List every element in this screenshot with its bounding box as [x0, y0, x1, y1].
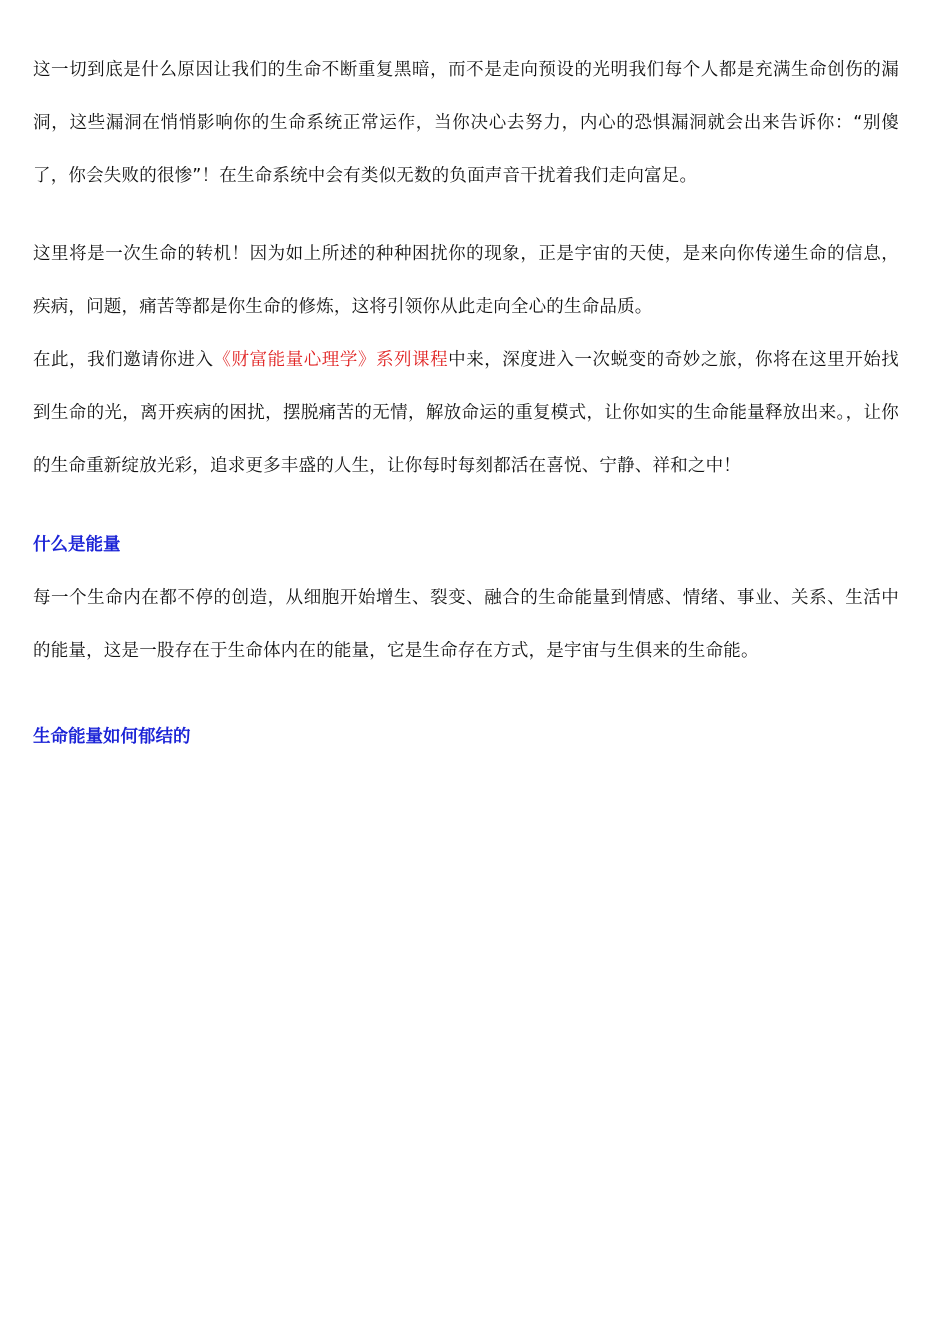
paragraph-energy-definition: 每一个生命内在都不停的创造，从细胞开始增生、裂变、融合的生命能量到情感、情绪、事业、关系、生活中的能量，这是一股存在于生命体内在的能量，它是生命存在方式，是宇宙与生俱来的生命能。 — [33, 588, 899, 661]
paragraph-turning-point: 这里将是一次生命的转机！因为如上所述的种种困扰你的现象，正是宇宙的天使，是来向你传递生命的信息，疾病，问题，痛苦等都是你生命的修炼，这将引领你从此走向全心的生命品质。 — [33, 244, 899, 317]
invitation-text-after: 中来，深度进入一次蜕变的奇妙之旅，你将在这里开始找到生命的光，离开疾病的困扰，摆脱痛苦的无情，解放命运的重复模式，让你如实的生命能量释放出来。，让你的生命重新绽放光彩，追求更多丰盛的人生，让你每时每刻都活在喜悦、宁静、祥和之中！ — [33, 350, 900, 476]
heading-energy-blockage: 生命能量如何郁结的 — [33, 727, 191, 747]
invitation-text-before: 在此，我们邀请你进入 — [33, 350, 214, 370]
paragraph-intro: 这一切到底是什么原因让我们的生命不断重复黑暗，而不是走向预设的光明我们每个人都是充满生命创伤的漏洞，这些漏洞在悄悄影响你的生命系统正常运作，当你决心去努力，内心的恐惧漏洞就会出来告诉你：“别傻了，你会失败的很惨”！在生命系统中会有类似无数的负面声音干扰着我们走向富足。 — [33, 60, 899, 186]
document-page — [33, 44, 899, 764]
paragraph-invitation — [33, 334, 899, 493]
course-link[interactable]: 《财富能量心理学》系列课程 — [213, 350, 449, 370]
heading-what-is-energy: 什么是能量 — [33, 535, 121, 555]
